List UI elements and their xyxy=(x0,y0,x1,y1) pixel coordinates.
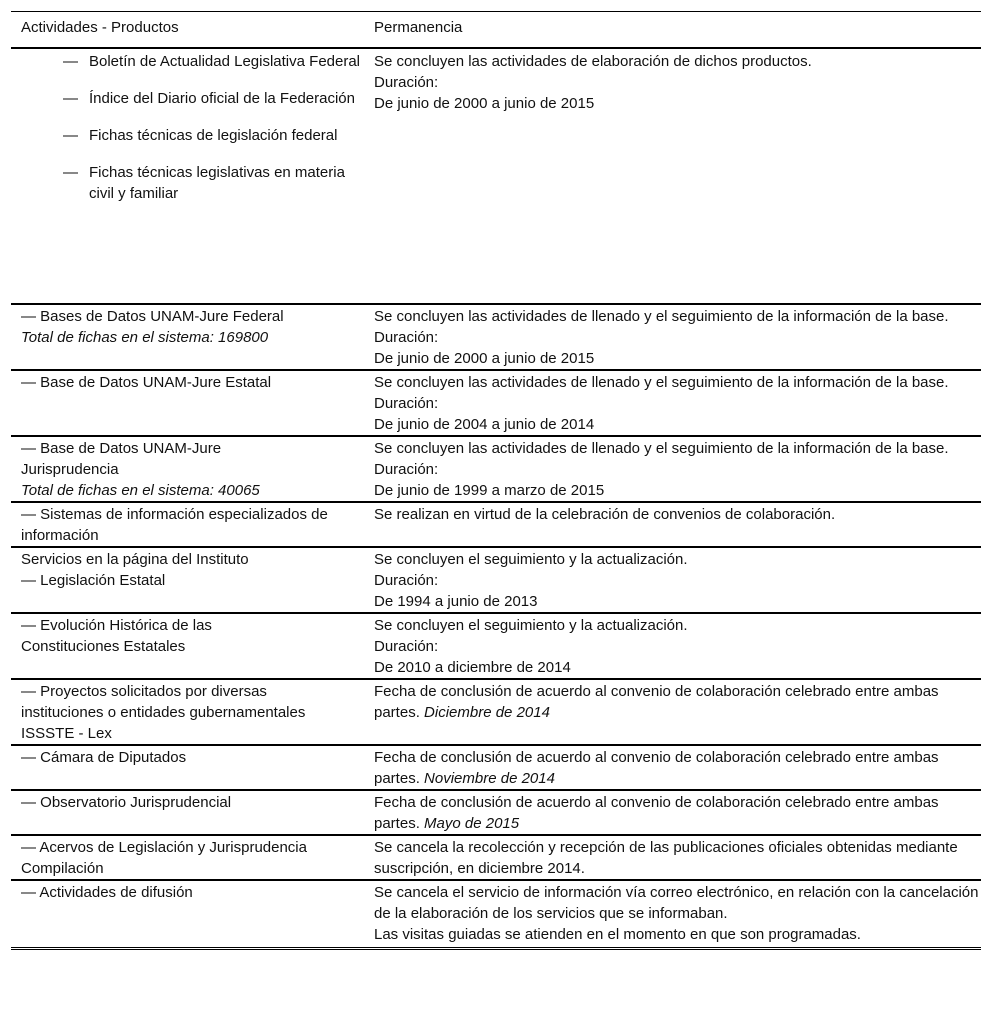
permanence-text: Se cancela el servicio de información vía correo electrónico, en relación con la cancelación de la elaboración de los servicios que se informaban. xyxy=(374,884,979,922)
duration-label: Duración: xyxy=(374,461,439,478)
conclusion-text: Fecha de conclusión de acuerdo al convenio de colaboración celebrado entre ambas partes. xyxy=(374,683,939,721)
product-list xyxy=(21,51,364,204)
table-row xyxy=(11,745,981,790)
permanence-text xyxy=(374,747,981,789)
conclusion-date: Diciembre de 2014 xyxy=(424,704,550,721)
list-bullet: — xyxy=(63,90,78,107)
permanence-text: Las visitas guiadas se atienden en el momento en que son programadas. xyxy=(374,926,861,943)
permanence-cell xyxy=(364,436,981,502)
table-row xyxy=(11,835,981,880)
activities-table xyxy=(11,11,981,950)
activity-cell xyxy=(11,547,364,613)
header-permanencia: Permanencia xyxy=(364,12,981,49)
table-row xyxy=(11,547,981,613)
activity-cell xyxy=(11,370,364,436)
duration-label: Duración: xyxy=(374,329,439,346)
table-row xyxy=(11,436,981,502)
activity-cell xyxy=(11,502,364,547)
activity-title: — Base de Datos UNAM-Jure Estatal xyxy=(21,374,272,391)
activity-cell xyxy=(11,613,364,679)
activity-cell xyxy=(11,304,364,370)
duration-range: De junio de 2004 a junio de 2014 xyxy=(374,416,595,433)
conclusion-date: Noviembre de 2014 xyxy=(424,770,555,787)
permanence-cell xyxy=(364,48,981,304)
activity-title: — Bases de Datos UNAM-Jure Federal xyxy=(21,308,284,325)
table-row xyxy=(11,304,981,370)
permanence-text: Se concluyen las actividades de elaboración de dichos productos. xyxy=(374,53,812,70)
list-bullet: — xyxy=(63,53,78,70)
table-row xyxy=(11,370,981,436)
permanence-cell xyxy=(364,790,981,835)
conclusion-date: Mayo de 2015 xyxy=(424,815,520,832)
permanence-text xyxy=(374,792,981,834)
permanence-cell xyxy=(364,613,981,679)
list-item xyxy=(21,162,364,204)
permanence-text: Se concluyen el seguimiento y la actualización. xyxy=(374,551,688,568)
activity-title: — Actividades de difusión xyxy=(21,884,193,901)
list-bullet: — xyxy=(63,127,78,144)
conclusion-text: Fecha de conclusión de acuerdo al convenio de colaboración celebrado entre ambas partes. xyxy=(374,749,939,787)
table-row xyxy=(11,502,981,547)
activity-title: — Base de Datos UNAM-Jure Jurisprudencia xyxy=(21,440,222,478)
permanence-text: Se concluyen el seguimiento y la actualización. xyxy=(374,617,688,634)
permanence-cell xyxy=(364,880,981,949)
list-item xyxy=(21,51,364,72)
duration-range: De junio de 2000 a junio de 2015 xyxy=(374,95,595,112)
list-bullet: — xyxy=(63,164,78,181)
activity-title: — Acervos de Legislación y Jurisprudencia Compilación xyxy=(21,839,307,877)
permanence-text: Se concluyen las actividades de llenado y el seguimiento de la información de la base. xyxy=(374,308,949,325)
table-row xyxy=(11,790,981,835)
table-row xyxy=(11,679,981,745)
permanence-text: Se realizan en virtud de la celebración de convenios de colaboración. xyxy=(374,506,836,523)
activity-title: — Cámara de Diputados xyxy=(21,749,187,766)
activity-title: — Observatorio Jurisprudencial xyxy=(21,794,232,811)
section-title: Servicios en la página del Instituto xyxy=(21,551,249,568)
duration-label: Duración: xyxy=(374,74,439,91)
list-item xyxy=(21,125,364,146)
permanence-cell xyxy=(364,835,981,880)
permanence-cell xyxy=(364,547,981,613)
table-row xyxy=(11,613,981,679)
duration-range: De 2010 a diciembre de 2014 xyxy=(374,659,571,676)
permanence-text xyxy=(374,681,981,723)
activity-cell xyxy=(11,790,364,835)
permanence-text: Se concluyen las actividades de llenado y el seguimiento de la información de la base. xyxy=(374,374,949,391)
conclusion-text: Fecha de conclusión de acuerdo al convenio de colaboración celebrado entre ambas partes. xyxy=(374,794,939,832)
activity-cell xyxy=(11,436,364,502)
permanence-cell xyxy=(364,679,981,745)
table-row xyxy=(11,880,981,949)
permanence-cell xyxy=(364,304,981,370)
product-name: Índice del Diario oficial de la Federación xyxy=(89,90,355,107)
product-name: Boletín de Actualidad Legislativa Federal xyxy=(89,53,361,70)
permanence-cell xyxy=(364,745,981,790)
activity-cell xyxy=(11,745,364,790)
permanence-text: Se cancela la recolección y recepción de las publicaciones oficiales obtenidas mediante suscripción, en diciembre 2014. xyxy=(374,839,958,877)
activity-cell xyxy=(11,835,364,880)
table-row xyxy=(11,48,981,304)
table-header-row xyxy=(11,12,981,49)
activity-title: — Evolución Histórica de las Constituciones Estatales xyxy=(21,617,212,655)
duration-label: Duración: xyxy=(374,638,439,655)
activity-title: — Proyectos solicitados por diversas instituciones o entidades gubernamentales ISSSTE - Lex xyxy=(21,683,306,742)
activity-title: — Legislación Estatal xyxy=(21,572,166,589)
duration-range: De junio de 2000 a junio de 2015 xyxy=(374,350,595,367)
duration-range: De 1994 a junio de 2013 xyxy=(374,593,538,610)
product-name: Fichas técnicas legislativas en materia civil y familiar xyxy=(89,164,345,202)
activity-title: — Sistemas de información especializados de información xyxy=(21,506,328,544)
activity-note: Total de fichas en el sistema: 40065 xyxy=(21,482,260,499)
duration-label: Duración: xyxy=(374,572,439,589)
product-name: Fichas técnicas de legislación federal xyxy=(89,127,338,144)
products-cell xyxy=(11,48,364,304)
header-activities-products: Actividades - Productos xyxy=(11,12,364,49)
duration-label: Duración: xyxy=(374,395,439,412)
activity-cell xyxy=(11,679,364,745)
permanence-text: Se concluyen las actividades de llenado y el seguimiento de la información de la base. xyxy=(374,440,949,457)
list-item xyxy=(21,88,364,109)
permanence-cell xyxy=(364,370,981,436)
permanence-cell xyxy=(364,502,981,547)
activity-cell xyxy=(11,880,364,949)
activity-note: Total de fichas en el sistema: 169800 xyxy=(21,329,269,346)
duration-range: De junio de 1999 a marzo de 2015 xyxy=(374,482,605,499)
